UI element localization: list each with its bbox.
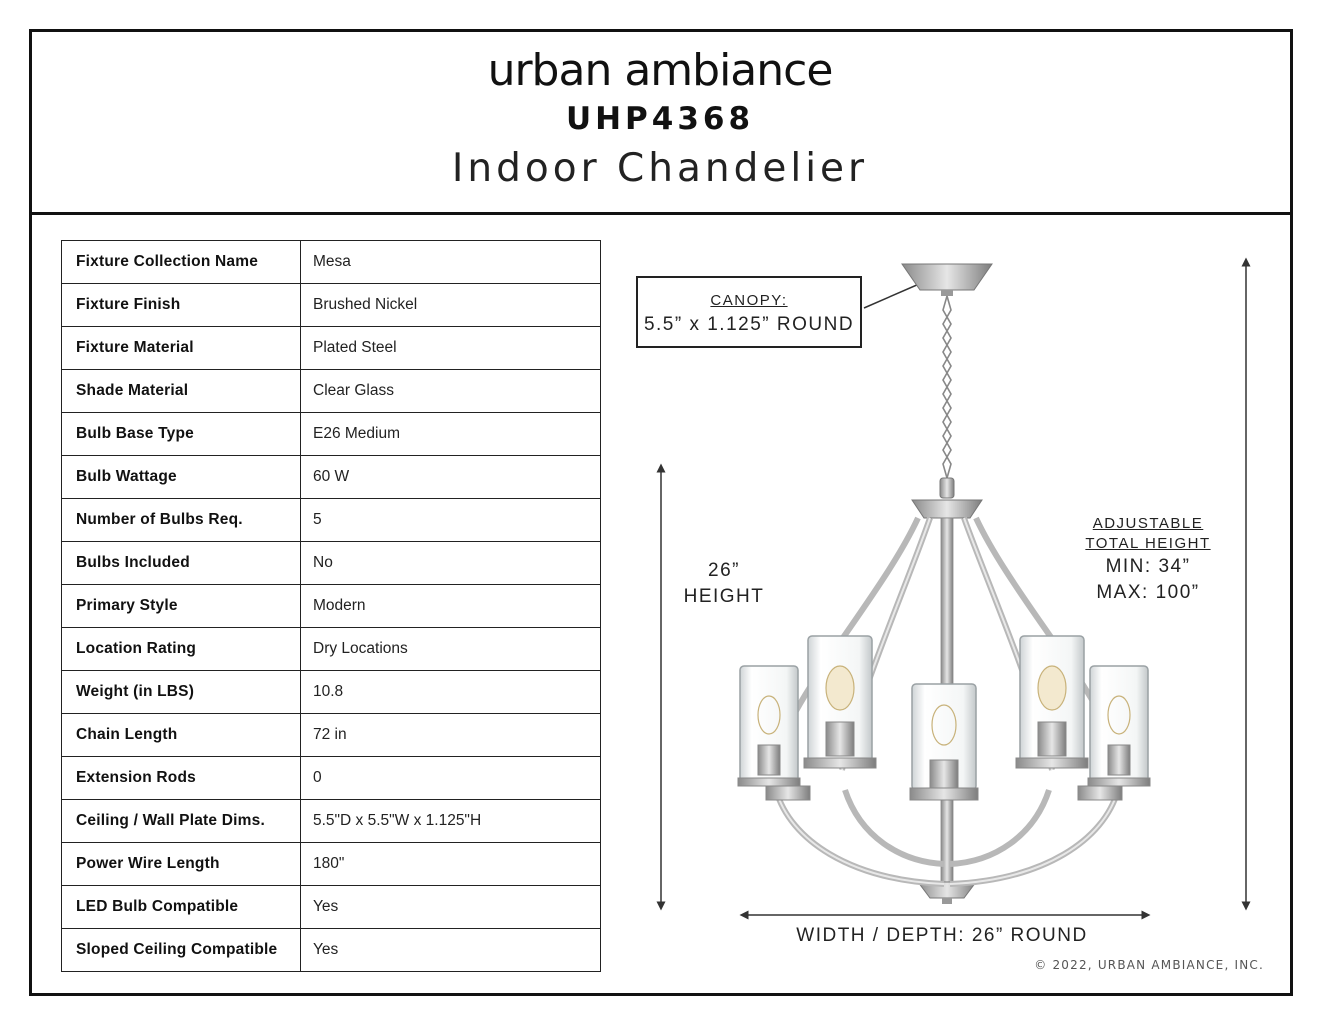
spec-value: No	[301, 542, 601, 585]
spec-row	[62, 327, 601, 370]
spec-label: Ceiling / Wall Plate Dims.	[62, 800, 301, 843]
copyright: © 2022, URBAN AMBIANCE, INC.	[1034, 958, 1264, 972]
spec-value: 5	[301, 499, 601, 542]
spec-label: Shade Material	[62, 370, 301, 413]
spec-label: Weight (in LBS)	[62, 671, 301, 714]
product-type: Indoor Chandelier	[451, 146, 869, 191]
canopy-title: CANOPY:	[710, 292, 788, 309]
lamp-right	[1016, 636, 1088, 768]
width-depth-label: WIDTH / DEPTH: 26” ROUND	[796, 925, 1088, 946]
header-divider	[29, 212, 1293, 215]
chain	[943, 296, 951, 478]
spec-value: 5.5"D x 5.5"W x 1.125"H	[301, 800, 601, 843]
spec-label: Bulb Base Type	[62, 413, 301, 456]
canopy-dims: 5.5” x 1.125” ROUND	[643, 314, 855, 335]
spec-table	[61, 240, 601, 972]
spec-label: Fixture Material	[62, 327, 301, 370]
lamp-far-right	[1078, 666, 1150, 800]
spec-row	[62, 671, 601, 714]
spec-row	[62, 542, 601, 585]
spec-row	[62, 800, 601, 843]
chandelier-drawing	[620, 240, 1280, 940]
spec-value: E26 Medium	[301, 413, 601, 456]
spec-value: Clear Glass	[301, 370, 601, 413]
max-height: MAX: 100”	[1096, 582, 1200, 603]
spec-value: 72 in	[301, 714, 601, 757]
spec-row	[62, 499, 601, 542]
model-number: UHP4368	[565, 101, 755, 137]
spec-value: 180"	[301, 843, 601, 886]
spec-label: Power Wire Length	[62, 843, 301, 886]
spec-row	[62, 929, 601, 972]
spec-row	[62, 585, 601, 628]
spec-value: Yes	[301, 886, 601, 929]
spec-value: 0	[301, 757, 601, 800]
spec-label: Sloped Ceiling Compatible	[62, 929, 301, 972]
spec-value: 10.8	[301, 671, 601, 714]
spec-label: Chain Length	[62, 714, 301, 757]
spec-row	[62, 714, 601, 757]
spec-row	[62, 628, 601, 671]
spec-label: LED Bulb Compatible	[62, 886, 301, 929]
height-caption: HEIGHT	[683, 586, 765, 607]
spec-label: Number of Bulbs Req.	[62, 499, 301, 542]
spec-value: Dry Locations	[301, 628, 601, 671]
brand-logo: urban ambiance	[487, 45, 833, 96]
spec-value: 60 W	[301, 456, 601, 499]
spec-value: Mesa	[301, 241, 601, 284]
spec-label: Fixture Collection Name	[62, 241, 301, 284]
spec-label: Extension Rods	[62, 757, 301, 800]
spec-label: Bulb Wattage	[62, 456, 301, 499]
spec-value: Yes	[301, 929, 601, 972]
top-hub	[912, 500, 982, 518]
spec-value: Plated Steel	[301, 327, 601, 370]
spec-label: Location Rating	[62, 628, 301, 671]
lamp-center	[910, 684, 978, 800]
spec-row	[62, 284, 601, 327]
adjustable-line1: ADJUSTABLE	[1092, 515, 1204, 532]
spec-row	[62, 413, 601, 456]
lamp-left	[804, 636, 876, 768]
spec-row	[62, 241, 601, 284]
spec-row	[62, 843, 601, 886]
height-value: 26”	[708, 560, 740, 581]
spec-label: Fixture Finish	[62, 284, 301, 327]
spec-value: Brushed Nickel	[301, 284, 601, 327]
lamp-far-left	[738, 666, 810, 800]
spec-label: Primary Style	[62, 585, 301, 628]
spec-row	[62, 370, 601, 413]
spec-row	[62, 886, 601, 929]
spec-row	[62, 757, 601, 800]
adjustable-line2: TOTAL HEIGHT	[1085, 535, 1211, 552]
spec-row	[62, 456, 601, 499]
min-height: MIN: 34”	[1105, 556, 1191, 577]
spec-value: Modern	[301, 585, 601, 628]
spec-label: Bulbs Included	[62, 542, 301, 585]
